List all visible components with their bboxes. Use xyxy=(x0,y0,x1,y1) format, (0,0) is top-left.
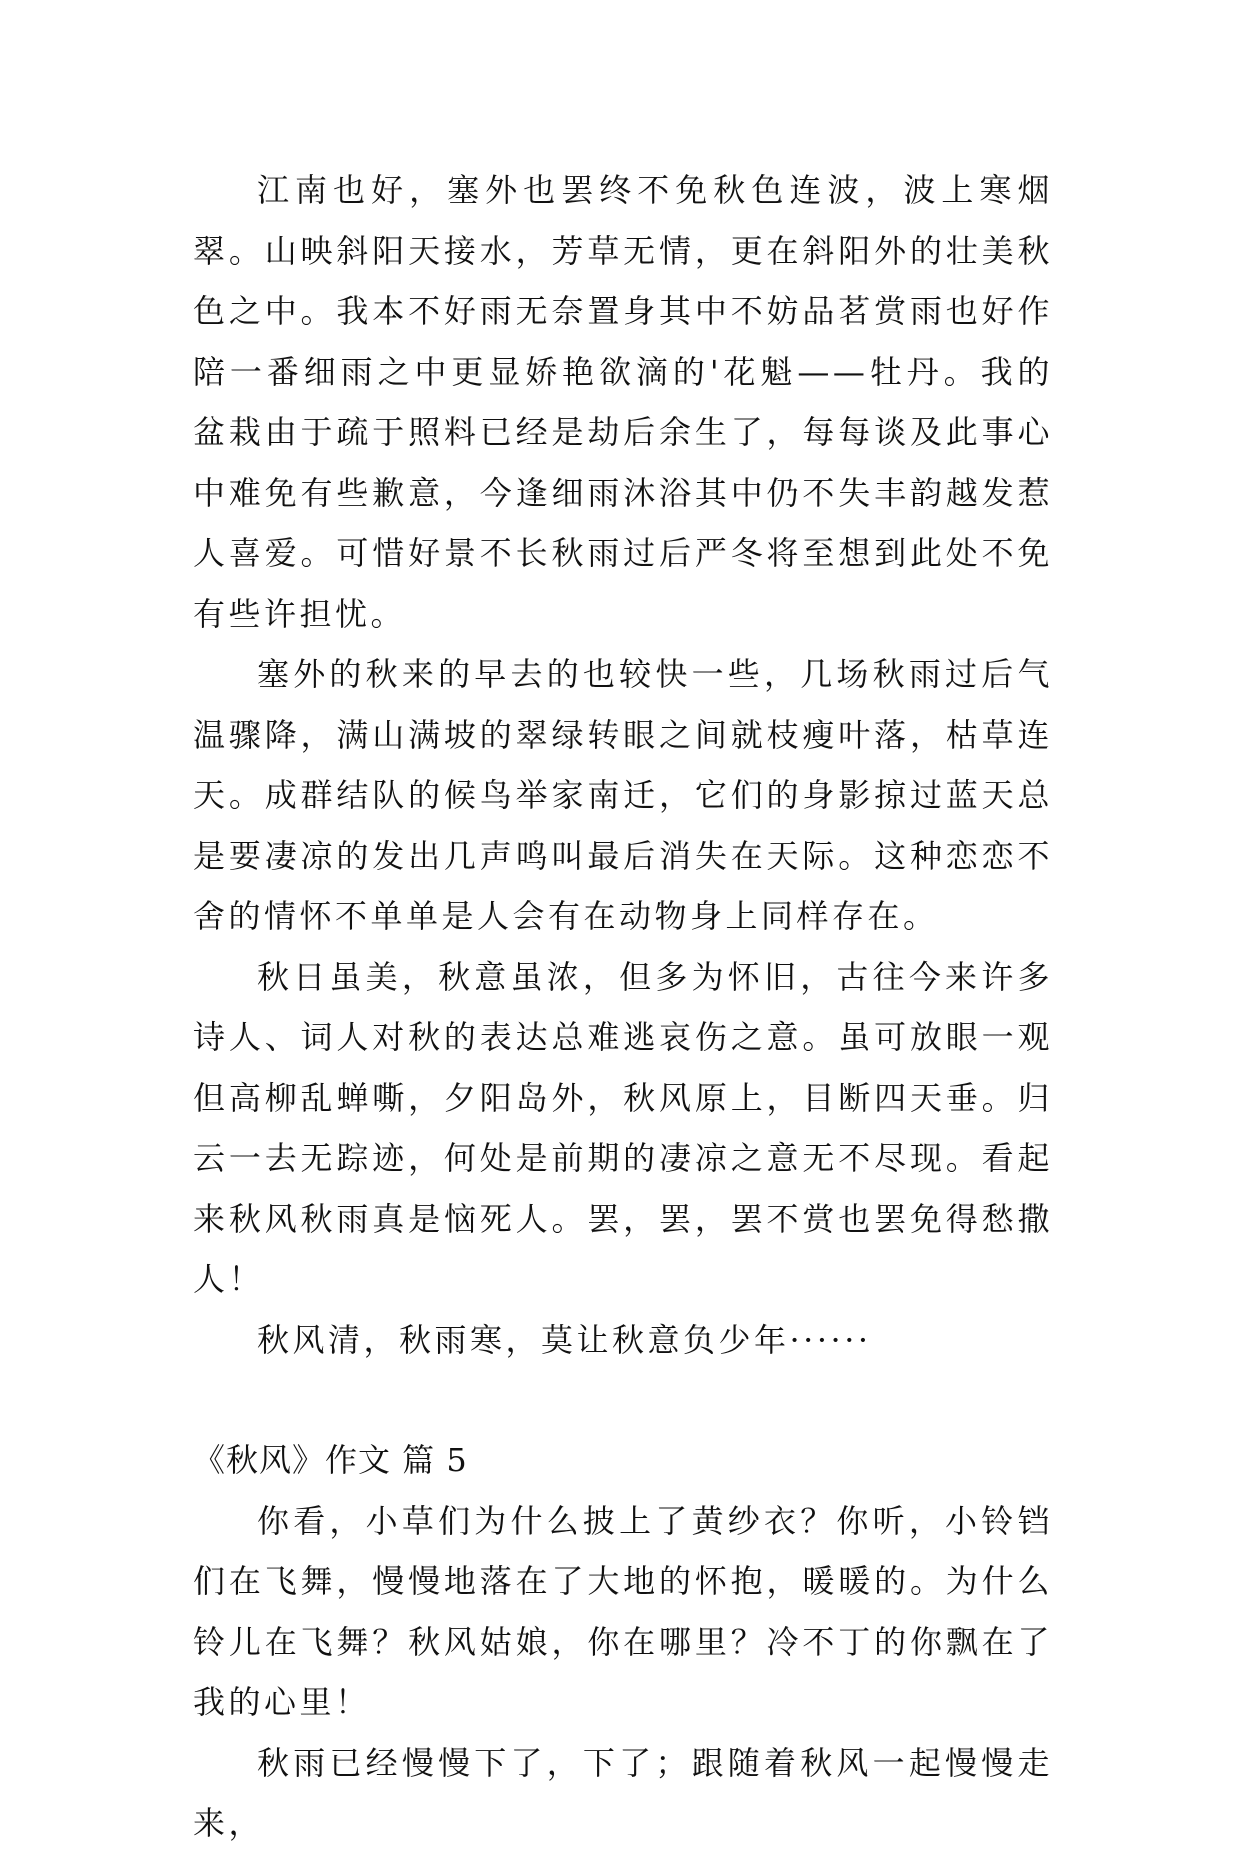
paragraph: 塞外的秋来的早去的也较快一些，几场秋雨过后气温骤降，满山满坡的翠绿转眼之间就枝瘦叶落，枯草连天。成群结队的候鸟举家南迁，它们的身影掠过蓝天总是要凄凉的发出几声鸣叫最后消失在天际。这种恋恋不舍的情怀不单单是人会有在动物身上同样存在。 xyxy=(193,655,1053,935)
document-body xyxy=(193,160,1053,1854)
paragraph: 秋雨已经慢慢下了，下了；跟随着秋风一起慢慢走来， xyxy=(193,1743,1053,1842)
paragraph: 秋日虽美，秋意虽浓，但多为怀旧，古往今来许多诗人、词人对秋的表达总难逃哀伤之意。虽可放眼一观但高柳乱蝉嘶，夕阳岛外，秋风原上，目断四天垂。归云一去无踪迹，何处是前期的凄凉之意无不尽现。看起来秋风秋雨真是恼死人。罢，罢，罢不赏也罢免得愁撒人！ xyxy=(193,957,1053,1298)
paragraph: 你看，小草们为什么披上了黄纱衣？你听，小铃铛们在飞舞，慢慢地落在了大地的怀抱，暖暖的。为什么铃儿在飞舞？秋风姑娘，你在哪里？冷不丁的你飘在了我的心里！ xyxy=(193,1501,1053,1721)
section-spacer xyxy=(193,1370,1053,1430)
paragraph: 秋风清，秋雨寒，莫让秋意负少年······ xyxy=(257,1320,872,1359)
section-title: 《秋风》作文 篇 5 xyxy=(193,1441,468,1479)
paragraph: 江南也好，塞外也罢终不免秋色连波，波上寒烟翠。山映斜阳天接水，芳草无情，更在斜阳外的壮美秋色之中。我本不好雨无奈置身其中不妨品茗赏雨也好作陪一番细雨之中更显娇艳欲滴的'花魁——牡丹。我的盆栽由于疏于照料已经是劫后余生了，每每谈及此事心中难免有些歉意，今逢细雨沐浴其中仍不失丰韵越发惹人喜爱。可惜好景不长秋雨过后严冬将至想到此处不免有些许担忧。 xyxy=(193,171,1053,633)
